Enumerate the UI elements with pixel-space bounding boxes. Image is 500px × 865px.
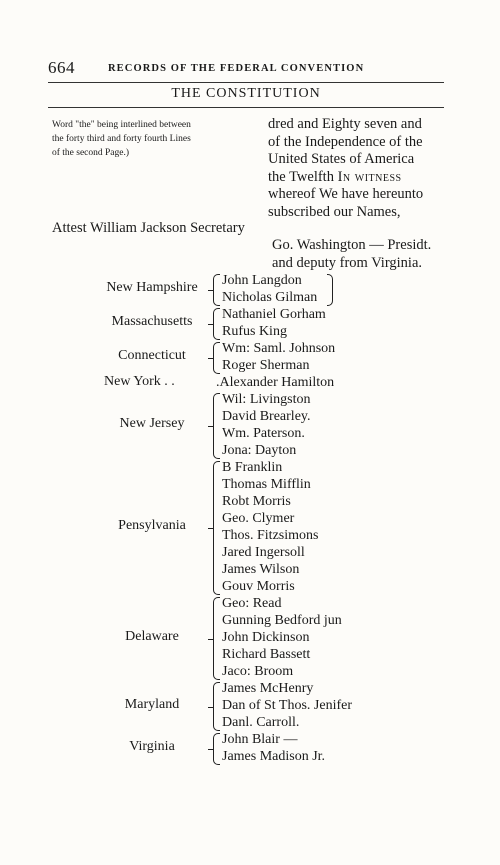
delegation-brace [213,461,220,595]
state-name: New Jersey [119,416,185,431]
state-name: Massachusetts [111,314,193,329]
delegation-brace [213,274,220,306]
delegation-brace [213,597,220,680]
signer-name: Geo: Read [222,596,282,611]
section-title: THE CONSTITUTION [171,86,321,101]
signer-name: Danl. Carroll. [222,715,300,730]
attest-line: Attest William Jackson Secretary [52,220,245,236]
running-title: RECORDS OF THE FEDERAL CONVENTION [108,63,365,74]
signer-name: Roger Sherman [222,358,310,373]
signer-name: James McHenry [222,681,314,696]
signer-name: Nathaniel Gorham [222,307,326,322]
closing-line: subscribed our Names, [268,203,401,220]
signer-name: Nicholas Gilman [222,290,318,305]
margin-note-line: Word "the" being interlined between [52,120,191,130]
signer-name: Richard Bassett [222,647,311,662]
signer-name: Wm: Saml. Johnson [222,341,336,356]
delegation-brace [213,393,220,459]
closing-line: whereof We have hereunto [268,186,424,203]
president-line: Go. Washington — Presidt. [272,237,432,253]
delegation-brace [213,682,220,731]
closing-line: of the Independence of the [268,133,423,150]
state-name: Maryland [124,696,180,712]
signer-name: John Langdon [222,273,302,288]
signer-name: Thomas Mifflin [222,477,311,492]
delegation-brace [213,308,220,340]
signer-name: .Alexander Hamilton [216,375,335,390]
signer-name: Gunning Bedford jun [222,613,342,628]
signer-name: John Dickinson [222,630,310,645]
signer-name: Jona: Dayton [222,443,297,458]
in-witness-phrase: In witness [337,168,402,185]
margin-note-line: of the second Page.) [52,148,130,158]
signer-name: Wil: Livingston [222,392,311,407]
president-line: and deputy from Virginia. [272,255,423,271]
state-name: Pensylvania [118,518,186,533]
closing-line: dred and Eighty seven and [268,116,422,132]
signer-name: Gouv Morris [222,579,295,594]
signer-name: B Franklin [222,460,283,475]
signer-name: John Blair — [222,732,298,747]
signer-name: Rufus King [222,324,287,339]
signer-name: Thos. Fitzsimons [222,528,319,543]
signer-name: Wm. Paterson. [222,426,305,441]
closing-line-text: the Twelfth [268,168,334,185]
signer-name: Jaco: Broom [222,664,294,679]
signer-name: James Madison Jr. [222,749,326,764]
state-name: Delaware [125,628,179,644]
signer-name: Robt Morris [222,494,291,509]
delegation-brace [213,733,220,765]
delegation-brace-right [327,274,333,306]
signer-name: Jared Ingersoll [222,545,305,560]
state-name: New York . . [104,373,175,389]
state-name: Connecticut [118,348,186,363]
state-name: New Hampshire [106,280,198,295]
signer-name: David Brearley. [222,409,311,424]
margin-note-line: the forty third and forty fourth Lines [52,134,191,144]
signer-name: Dan of St Thos. Jenifer [222,698,352,713]
closing-line: United States of America [268,151,415,168]
delegation-brace [213,342,220,374]
signer-name: Geo. Clymer [222,511,295,526]
state-name: Virginia [129,739,175,754]
signer-name: James Wilson [222,562,300,577]
page-number: 664 [48,58,75,77]
